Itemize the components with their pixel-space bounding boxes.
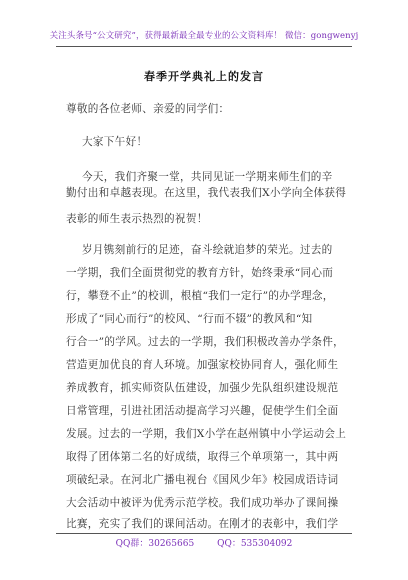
body-line: 行合一”的学风。过去的一学期，我们积极改善办学条件， — [66, 336, 345, 348]
body-line: 形成了“同心而行”的校风、“行而不辍”的教风和“知 — [66, 313, 313, 325]
footer — [0, 536, 408, 549]
body-line: 勤付出和卓越表现。在这里，我代表我们X小学向全体获得 — [66, 187, 347, 199]
body-line: 表彰的师生表示热烈的祝贺！ — [66, 213, 208, 225]
footer-qq-group: QQ群：30265665 — [115, 539, 195, 549]
greeting: 大家下午好！ — [82, 136, 148, 148]
document-title: 春季开学典礼上的发言 — [144, 70, 264, 83]
body-line: 项破纪录。在河北广播电视台《国风少年》校园成语诗词 — [66, 474, 339, 486]
body-line: 比赛，充实了我们的课间活动。在刚才的表彰中，我们学 — [66, 518, 339, 530]
body-line: 日常管理，引进社团活动提高学习兴趣，促使学生们全面 — [66, 405, 339, 417]
body-line: 发展。过去的一学期，我们X小学在赵州镇中小学运动会上 — [66, 428, 347, 440]
header-note: 关注头条号“公文研究”，获得最新最全最专业的公文资料库！ 微信：gongwenyj — [49, 31, 359, 41]
footer-qq: QQ：535304092 — [217, 539, 293, 549]
footer-divider — [56, 533, 352, 534]
body-line: 养成教育，抓实师资队伍建设，加强少先队组织建设规范 — [66, 382, 339, 394]
body-line: 行，攀登不止”的校训，根植“我们一定行”的办学理念， — [66, 290, 334, 302]
body-line: 营造更加优良的育人环境。加强家校协同育人，强化师生 — [66, 359, 339, 371]
body-line: 大会活动中被评为优秀示范学校。我们成功举办了课间操 — [66, 497, 339, 509]
header-divider — [56, 46, 352, 47]
body-line: 取得了团体第二名的好成绩，取得三个单项第一，其中两 — [66, 451, 339, 463]
body-line: 岁月镌刻前行的足迹，奋斗绘就追梦的荣光。过去的 — [82, 244, 333, 256]
body-line: 一学期，我们全面贯彻党的教育方针，始终秉承“同心而 — [66, 267, 334, 279]
body-line: 今天，我们齐聚一堂，共同见证一学期来师生们的辛 — [82, 171, 333, 183]
salutation: 尊敬的各位老师、亲爱的同学们： — [66, 103, 230, 115]
